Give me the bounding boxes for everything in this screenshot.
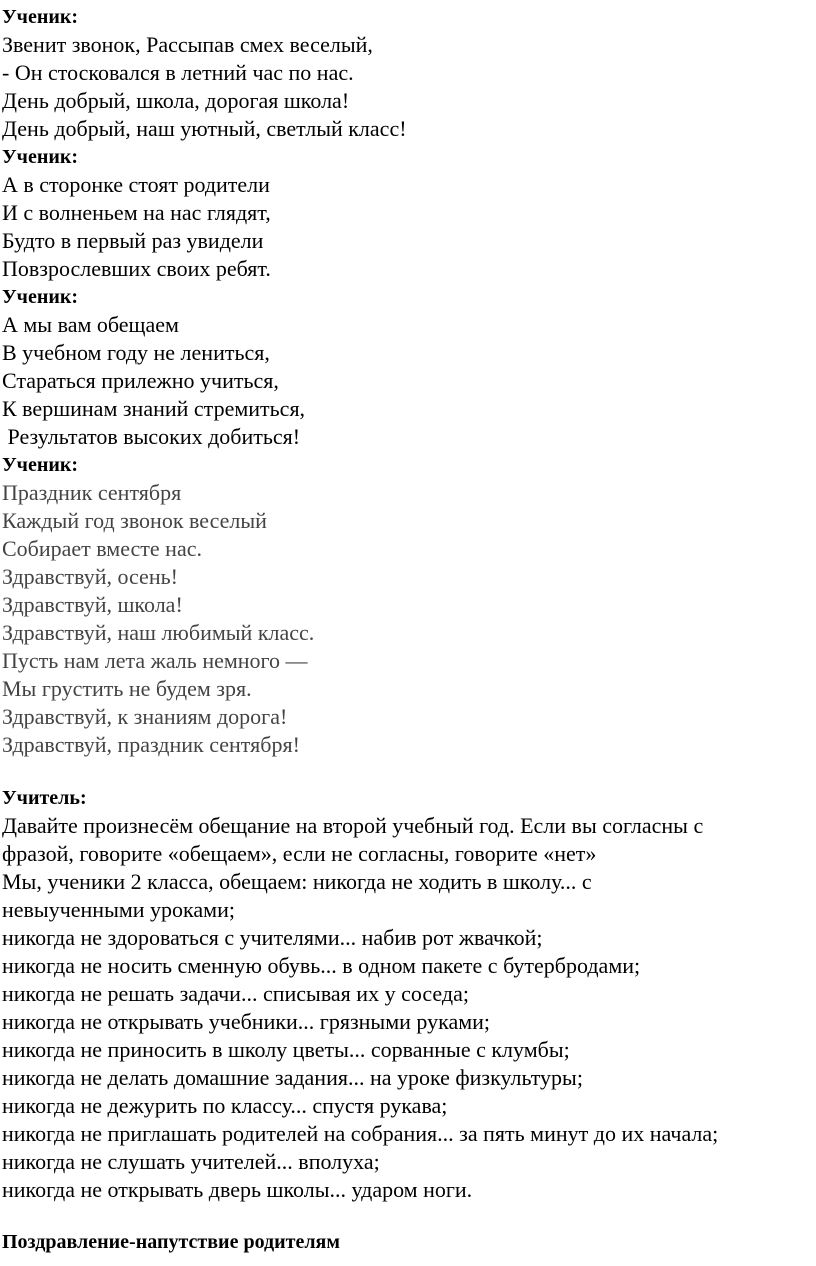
verse-line: Здравствуй, осень! [2, 564, 178, 589]
verse-line: Результатов высоких добиться! [2, 424, 301, 449]
verse-line: А в сторонке стоят родители [2, 172, 270, 197]
verse-line: Повзрослевших своих ребят. [2, 256, 271, 281]
verse-line: Здравствуй, праздник сентября! [2, 732, 300, 757]
speaker-heading: Ученик: [2, 454, 79, 476]
teacher-section [2, 784, 816, 1204]
teacher-heading: Учитель: [2, 787, 87, 809]
teacher-line: Мы, ученики 2 класса, обещаем: никогда не ходить в школу... с [2, 869, 592, 894]
verse-line: Здравствуй, наш любимый класс. [2, 620, 315, 645]
stanza-1 [2, 3, 816, 143]
speaker-heading: Ученик: [2, 6, 79, 28]
verse-line: В учебном году не лениться, [2, 340, 270, 365]
promise-line: никогда не дежурить по классу... спустя рукава; [2, 1093, 448, 1118]
verse-line: Звенит звонок, Рассыпав смех веселый, [2, 32, 373, 57]
stanza-3 [2, 283, 816, 451]
verse-line: Пусть нам лета жаль немного — [2, 648, 308, 673]
promise-line: никогда не открывать дверь школы... ударом ноги. [2, 1177, 473, 1202]
promise-line: никогда не приглашать родителей на собрания... за пять минут до их начала; [2, 1121, 719, 1146]
promise-line: никогда не решать задачи... списывая их у соседа; [2, 981, 469, 1006]
verse-line: Собирает вместе нас. [2, 536, 202, 561]
promise-line: никогда не открывать учебники... грязными руками; [2, 1009, 491, 1034]
verse-line: Стараться прилежно учиться, [2, 368, 279, 393]
verse-line: Мы грустить не будем зря. [2, 676, 252, 701]
verse-line: Будто в первый раз увидели [2, 228, 264, 253]
speaker-heading: Ученик: [2, 146, 79, 168]
stanza-4 [2, 451, 816, 759]
verse-line: Здравствуй, школа! [2, 592, 183, 617]
section-heading: Поздравление-напутствие родителям [2, 1231, 340, 1253]
teacher-line: фразой, говорите «обещаем», если не согласны, говорите «нет» [2, 841, 597, 866]
spacer [2, 1204, 816, 1228]
verse-line: День добрый, школа, дорогая школа! [2, 88, 350, 113]
promise-line: никогда не слушать учителей... вполуха; [2, 1149, 380, 1174]
verse-line: Праздник сентября [2, 480, 182, 505]
stanza-2 [2, 143, 816, 283]
teacher-line: невыученными уроками; [2, 897, 235, 922]
spacer [2, 759, 816, 784]
verse-line: - Он стосковался в летний час по нас. [2, 60, 354, 85]
verse-line: Здравствуй, к знаниям дорога! [2, 704, 288, 729]
verse-line: День добрый, наш уютный, светлый класс! [2, 116, 407, 141]
promise-line: никогда не делать домашние задания... на уроке физкультуры; [2, 1065, 583, 1090]
speaker-heading: Ученик: [2, 286, 79, 308]
teacher-line: Давайте произнесём обещание на второй учебный год. Если вы согласны с [2, 813, 704, 838]
verse-line: И с волненьем на нас глядят, [2, 200, 271, 225]
verse-line: К вершинам знаний стремиться, [2, 396, 306, 421]
promise-line: никогда не приносить в школу цветы... сорванные с клумбы; [2, 1037, 570, 1062]
verse-line: Каждый год звонок веселый [2, 508, 267, 533]
verse-line: А мы вам обещаем [2, 312, 179, 337]
promise-line: никогда не здороваться с учителями... набив рот жвачкой; [2, 925, 543, 950]
promise-line: никогда не носить сменную обувь... в одном пакете с бутербродами; [2, 953, 641, 978]
